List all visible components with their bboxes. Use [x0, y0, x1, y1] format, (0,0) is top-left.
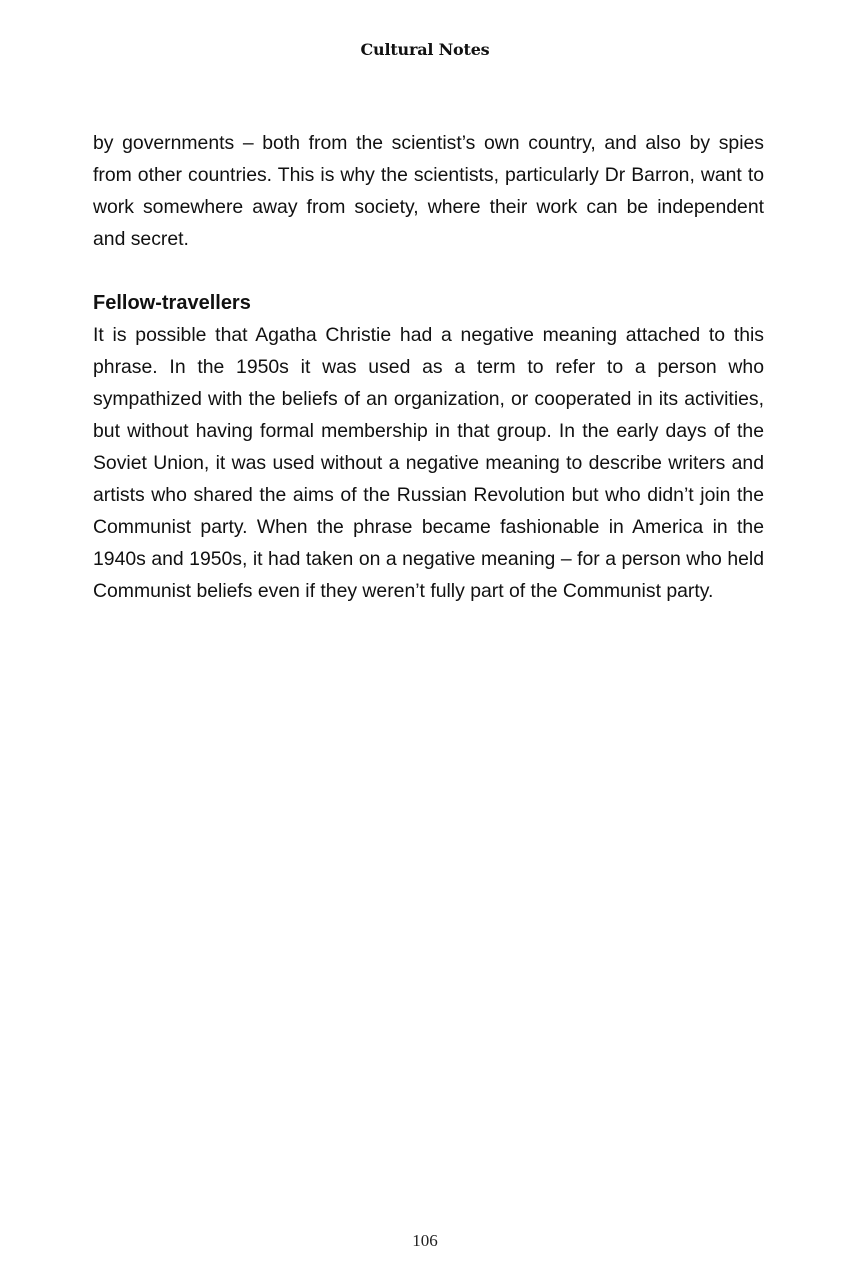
page-number: 106 [412, 1231, 438, 1250]
continuation-paragraph: by governments – both from the scientist’s own country, and also by spies from other countries. This is why the scientists, particularly Dr Barron, want to work somewhere away from society, where their work can be independent and secret. [93, 132, 764, 250]
section-paragraph: It is possible that Agatha Christie had a negative meaning attached to this phrase. In the 1950s it was used as a term to refer to a person who sympathized with the beliefs of an organization, or cooperated in its activities, but without having formal membership in that group. In the early days of the Soviet Union, it was used without a negative meaning to describe writers and artists who shared the aims of the Russian Revolution but who didn’t join the Communist party. When the phrase became fashionable in America in the 1940s and 1950s, it had taken on a negative meaning – for a person who held Communist beliefs even if they weren’t fully part of the Communist party. [93, 324, 764, 602]
running-header: Cultural Notes [360, 40, 490, 59]
section-heading: Fellow-travellers [93, 292, 251, 314]
page-body [93, 127, 764, 607]
